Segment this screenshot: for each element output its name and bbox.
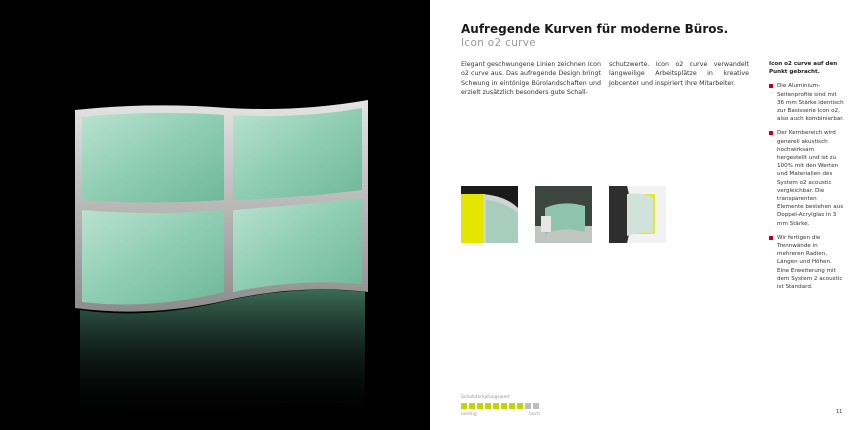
bullet-square-icon (769, 84, 773, 88)
page-subtitle: Icon o2 curve (461, 37, 537, 49)
meter-squares (461, 403, 541, 409)
sidebar-bullet (769, 129, 845, 227)
meter-square-filled (509, 403, 515, 409)
bullet-square-icon (769, 236, 773, 240)
bullet-text: Wir fertigen die Trennwände in mehreren Radien, Längen und Höhen. Eine Erweiterung mit dem System 2 acoustic ist Standard. (777, 234, 843, 291)
bullet-text: Der Kernbereich wird generell akustisch hochwirksam hergestellt und ist zu 100% mit den Werten und Materialien des System o2 acoustic vergleichbar. Die transparenten Elemente bestehen aus Doppel-Acrylglas in 3 mm Stärke. (777, 130, 844, 227)
meter-square-filled (461, 403, 467, 409)
meter-square-empty (525, 403, 531, 409)
thumbnail-office-curve (535, 186, 592, 243)
meter-label: Schalldämpfungswert (461, 395, 510, 400)
meter-square-empty (533, 403, 539, 409)
meter-high-label: hoch (529, 412, 540, 417)
sidebar-bullet (769, 82, 845, 123)
meter-square-filled (501, 403, 507, 409)
page-title: Aufregende Kurven für moderne Büros. (461, 22, 729, 36)
meter-square-filled (469, 403, 475, 409)
sound-insulation-meter (461, 395, 541, 417)
bullet-square-icon (769, 131, 773, 135)
meter-low-label: niedrig (461, 412, 477, 417)
sidebar-bullet (769, 234, 845, 291)
bullet-text: Die Aluminium-Seitenprofile sind mit 36 mm Stärke identisch zur Basisserie Icon o2, also auch kombinierbar. (777, 83, 844, 123)
feature-sidebar (769, 60, 845, 297)
thumbnail-yellow-curve (461, 186, 518, 243)
body-text-column-1: Elegant geschwungene Linien zeichnen Icon o2 curve aus. Das aufregende Design bringt Schwung in eintönige Bürolandschaften und erzielt zusätzlich besonders gute Schall- (461, 61, 601, 96)
sidebar-heading: Icon o2 curve auf den Punkt gebracht. (769, 61, 838, 76)
meter-square-filled (493, 403, 499, 409)
meter-square-filled (485, 403, 491, 409)
body-text-column-2: schutzwerte. Icon o2 curve verwandelt langweilige Arbeitsplätze in kreative Jobcenter und inspiriert Ihre Mitarbeiter. (609, 61, 749, 87)
meter-square-filled (517, 403, 523, 409)
thumbnail-curved-wall (609, 186, 666, 243)
meter-square-filled (477, 403, 483, 409)
page-number: 11 (836, 409, 843, 415)
